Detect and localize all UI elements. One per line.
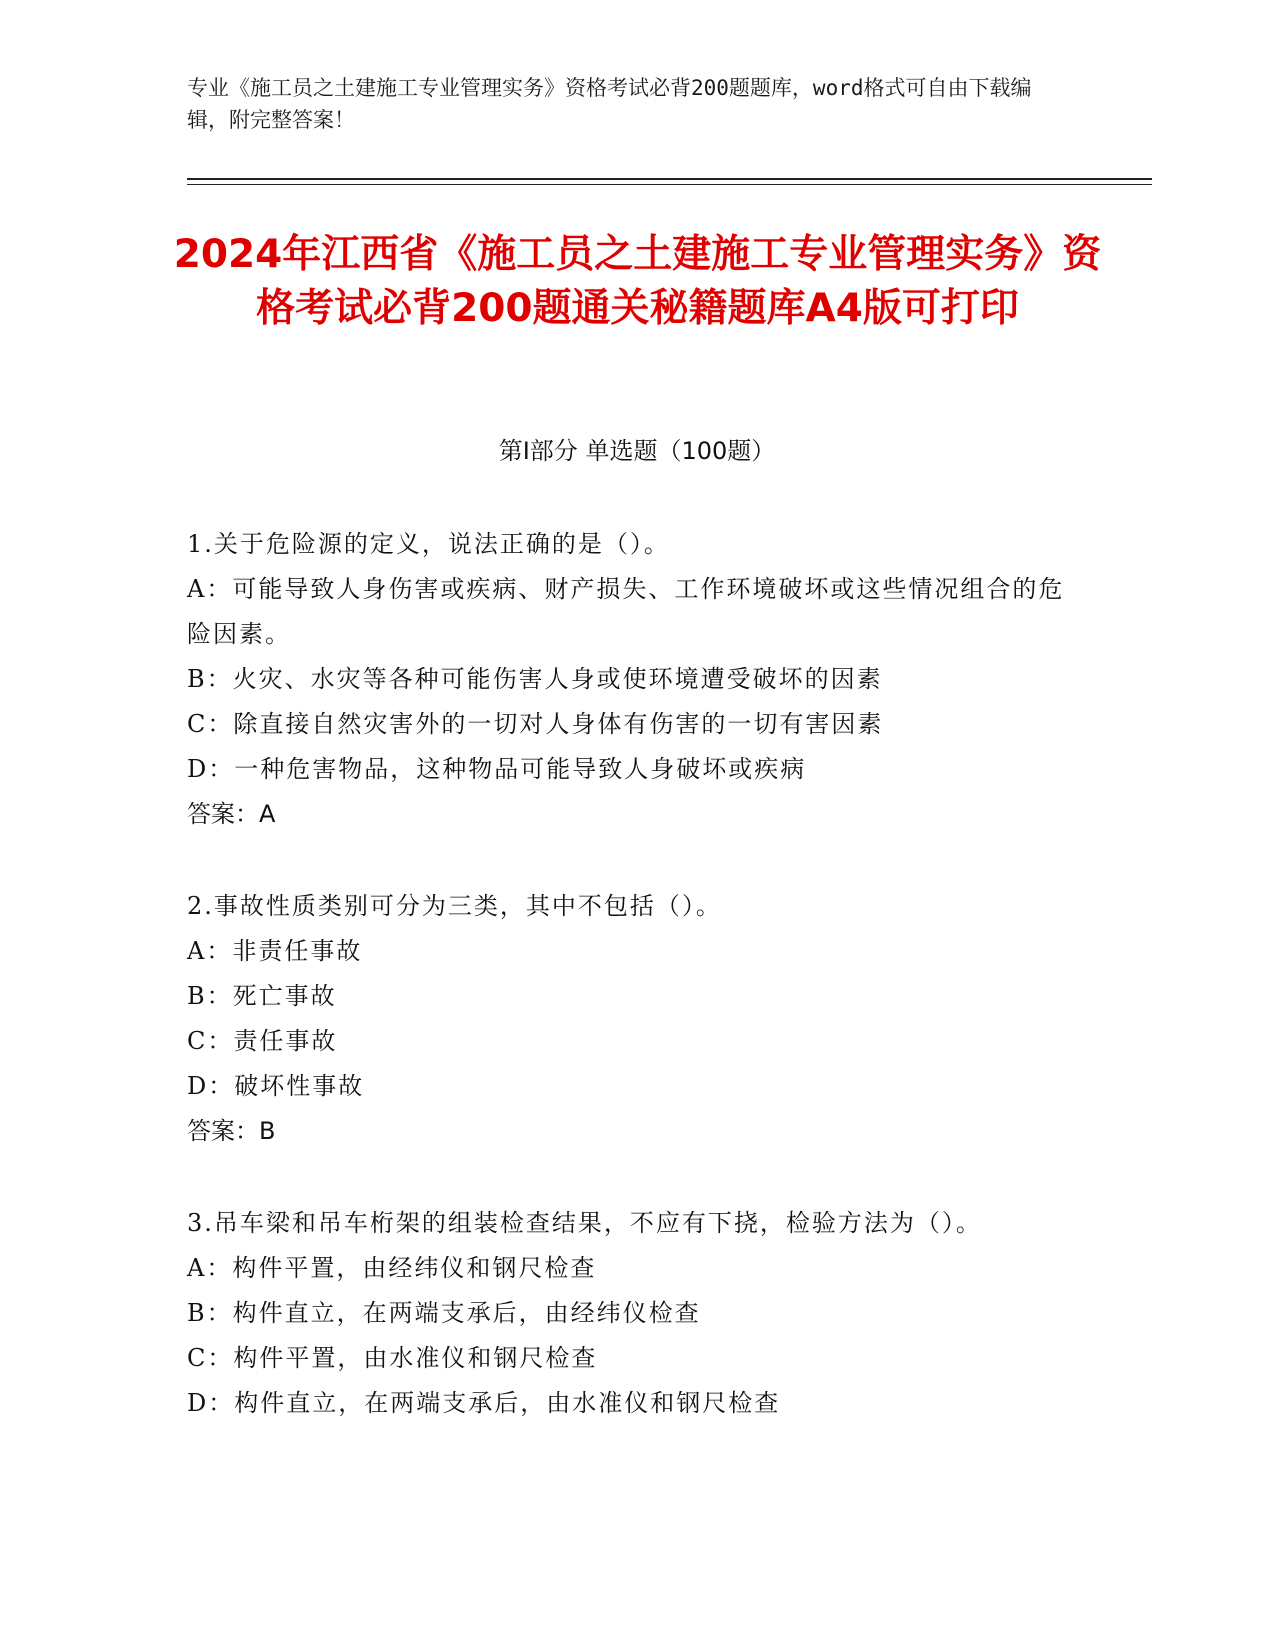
answer-label: 答案：A [187,800,276,828]
answer-label: 答案：B [187,1117,276,1145]
option-a: A：非责任事故 [187,937,363,965]
option-c: C：责任事故 [187,1027,338,1055]
document-header-note: 专业《施工员之土建施工专业管理实务》资格考试必背200题题库，word格式可自由下载编辑，附完整答案！ [187,76,1032,132]
question-stem: 2.事故性质类别可分为三类，其中不包括（）。 [187,892,722,920]
section-title: 第Ⅰ部分 单选题（100题） [498,437,776,465]
question-stem: 1.关于危险源的定义，说法正确的是（）。 [187,530,670,558]
question-3 [187,1201,1067,1426]
option-d: D：破坏性事故 [187,1072,365,1100]
option-b: B：构件直立，在两端支承后，由经纬仪检查 [187,1299,701,1327]
option-d: D：一种危害物品，这种物品可能导致人身破坏或疾病 [187,755,807,783]
option-c: C：除直接自然灾害外的一切对人身体有伤害的一切有害因素 [187,710,884,738]
question-2 [187,884,1067,1154]
option-a: A：可能导致人身伤害或疾病、财产损失、工作环境破坏或这些情况组合的危险因素。 [187,575,1065,648]
question-list [187,522,1067,1473]
header-rule-thick [187,178,1152,180]
option-c: C：构件平置，由水准仪和钢尺检查 [187,1344,598,1372]
option-b: B：火灾、水灾等各种可能伤害人身或使环境遭受破坏的因素 [187,665,883,693]
option-d: D：构件直立，在两端支承后，由水准仪和钢尺检查 [187,1389,781,1417]
question-stem: 3.吊车梁和吊车桁架的组装检查结果，不应有下挠，检验方法为（）。 [187,1209,982,1237]
option-b: B：死亡事故 [187,982,337,1010]
header-rule-thin [187,184,1152,185]
question-1 [187,522,1067,837]
document-title: 2024年江西省《施工员之土建施工专业管理实务》资格考试必背200题通关秘籍题库A4版可打印 [173,232,1102,331]
option-a: A：构件平置，由经纬仪和钢尺检查 [187,1254,597,1282]
